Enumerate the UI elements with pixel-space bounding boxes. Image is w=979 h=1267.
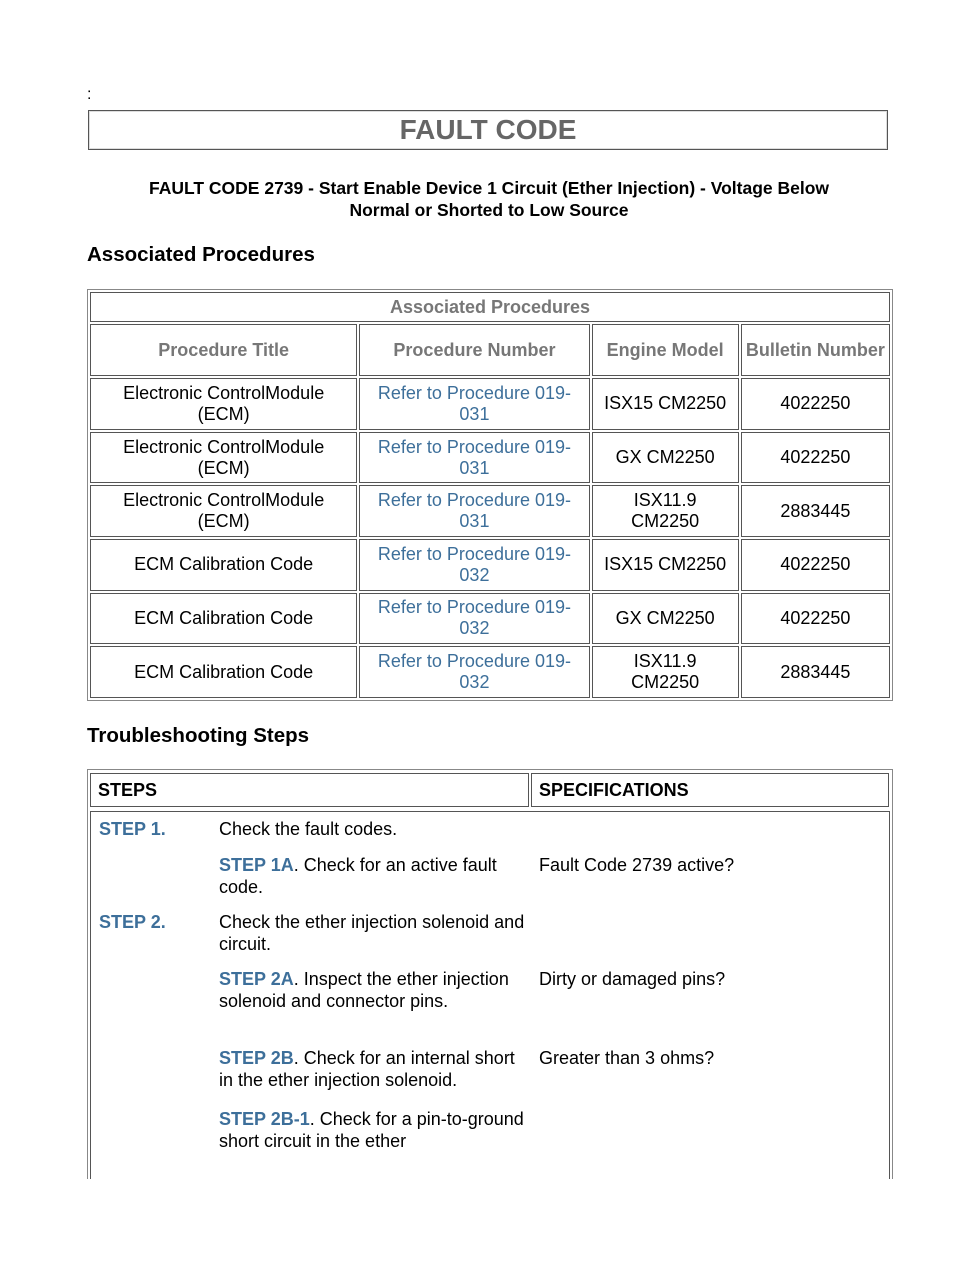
step-2b — [219, 1048, 529, 1091]
leading-colon: : — [87, 86, 92, 103]
step-2b-text: . Check for an internal short in the ether injection solenoid. — [219, 1048, 515, 1090]
steps-body — [90, 811, 890, 1179]
step-2a-label[interactable]: STEP 2A — [219, 969, 294, 989]
table-row — [90, 539, 890, 591]
step-2b-label[interactable]: STEP 2B — [219, 1048, 294, 1068]
engine-model: ISX15 CM2250 — [592, 539, 739, 591]
procedure-link[interactable]: Refer to Procedure 019-032 — [359, 539, 589, 591]
associated-procedures-table — [87, 289, 893, 701]
engine-model: ISX11.9 CM2250 — [592, 485, 739, 537]
step-1-label[interactable]: STEP 1. — [99, 819, 166, 839]
specifications-column-header: SPECIFICATIONS — [531, 773, 889, 807]
step-1a-label[interactable]: STEP 1A — [219, 855, 294, 875]
column-header-model: Engine Model — [592, 324, 739, 376]
procedure-title: Electronic ControlModule (ECM) — [90, 432, 357, 484]
engine-model: GX CM2250 — [592, 432, 739, 484]
procedure-link[interactable]: Refer to Procedure 019-031 — [359, 485, 589, 537]
step-2a — [219, 969, 529, 1012]
bulletin-number: 4022250 — [741, 378, 890, 430]
step-2-label[interactable]: STEP 2. — [99, 912, 166, 932]
steps-column-header: STEPS — [90, 773, 529, 807]
bulletin-number: 2883445 — [741, 646, 890, 698]
procedure-title: Electronic ControlModule (ECM) — [90, 485, 357, 537]
engine-model: GX CM2250 — [592, 593, 739, 645]
bulletin-number: 4022250 — [741, 593, 890, 645]
table-row — [90, 432, 890, 484]
troubleshooting-table — [87, 769, 893, 1179]
table-row — [90, 646, 890, 698]
procedure-link[interactable]: Refer to Procedure 019-032 — [359, 593, 589, 645]
bulletin-number: 4022250 — [741, 539, 890, 591]
fault-code-title — [88, 177, 890, 221]
step-1a-spec: Fault Code 2739 active? — [539, 855, 735, 875]
step-1-text: Check the fault codes. — [219, 819, 398, 839]
step-2b-1 — [219, 1109, 529, 1152]
engine-model: ISX11.9 CM2250 — [592, 646, 739, 698]
procedure-title: ECM Calibration Code — [90, 539, 357, 591]
step-2a-text: . Inspect the ether injection solenoid and connector pins. — [219, 969, 509, 1011]
step-2b-1-label[interactable]: STEP 2B-1 — [219, 1109, 310, 1129]
step-1a — [219, 855, 529, 898]
column-header-bulletin: Bulletin Number — [741, 324, 890, 376]
procedure-title: ECM Calibration Code — [90, 593, 357, 645]
bulletin-number: 4022250 — [741, 432, 890, 484]
procedure-link[interactable]: Refer to Procedure 019-032 — [359, 646, 589, 698]
engine-model: ISX15 CM2250 — [592, 378, 739, 430]
column-header-number: Procedure Number — [359, 324, 589, 376]
procedure-link[interactable]: Refer to Procedure 019-031 — [359, 378, 589, 430]
associated-procedures-heading: Associated Procedures — [87, 243, 315, 266]
bulletin-number: 2883445 — [741, 485, 890, 537]
procedure-title: Electronic ControlModule (ECM) — [90, 378, 357, 430]
step-1a-text: . Check for an active fault code. — [219, 855, 497, 897]
page-banner: FAULT CODE — [88, 110, 888, 150]
table-row — [90, 378, 890, 430]
procedure-title: ECM Calibration Code — [90, 646, 357, 698]
step-2-text: Check the ether injection solenoid and circuit. — [219, 912, 525, 954]
table-row — [90, 593, 890, 645]
fault-title-line-1: FAULT CODE 2739 - Start Enable Device 1 Circuit (Ether Injection) - Voltage Below — [148, 178, 830, 198]
column-header-title: Procedure Title — [90, 324, 357, 376]
step-label — [99, 819, 166, 841]
table-caption: Associated Procedures — [90, 292, 890, 322]
step-2a-spec: Dirty or damaged pins? — [539, 969, 726, 989]
procedure-link[interactable]: Refer to Procedure 019-031 — [359, 432, 589, 484]
step-2b-1-text: . Check for a pin-to-ground short circuit in the ether — [219, 1109, 524, 1151]
step-label — [99, 912, 166, 934]
table-row — [90, 485, 890, 537]
troubleshooting-heading: Troubleshooting Steps — [87, 724, 310, 747]
fault-title-line-2: Normal or Shorted to Low Source — [349, 200, 629, 220]
step-2b-spec: Greater than 3 ohms? — [539, 1048, 715, 1068]
